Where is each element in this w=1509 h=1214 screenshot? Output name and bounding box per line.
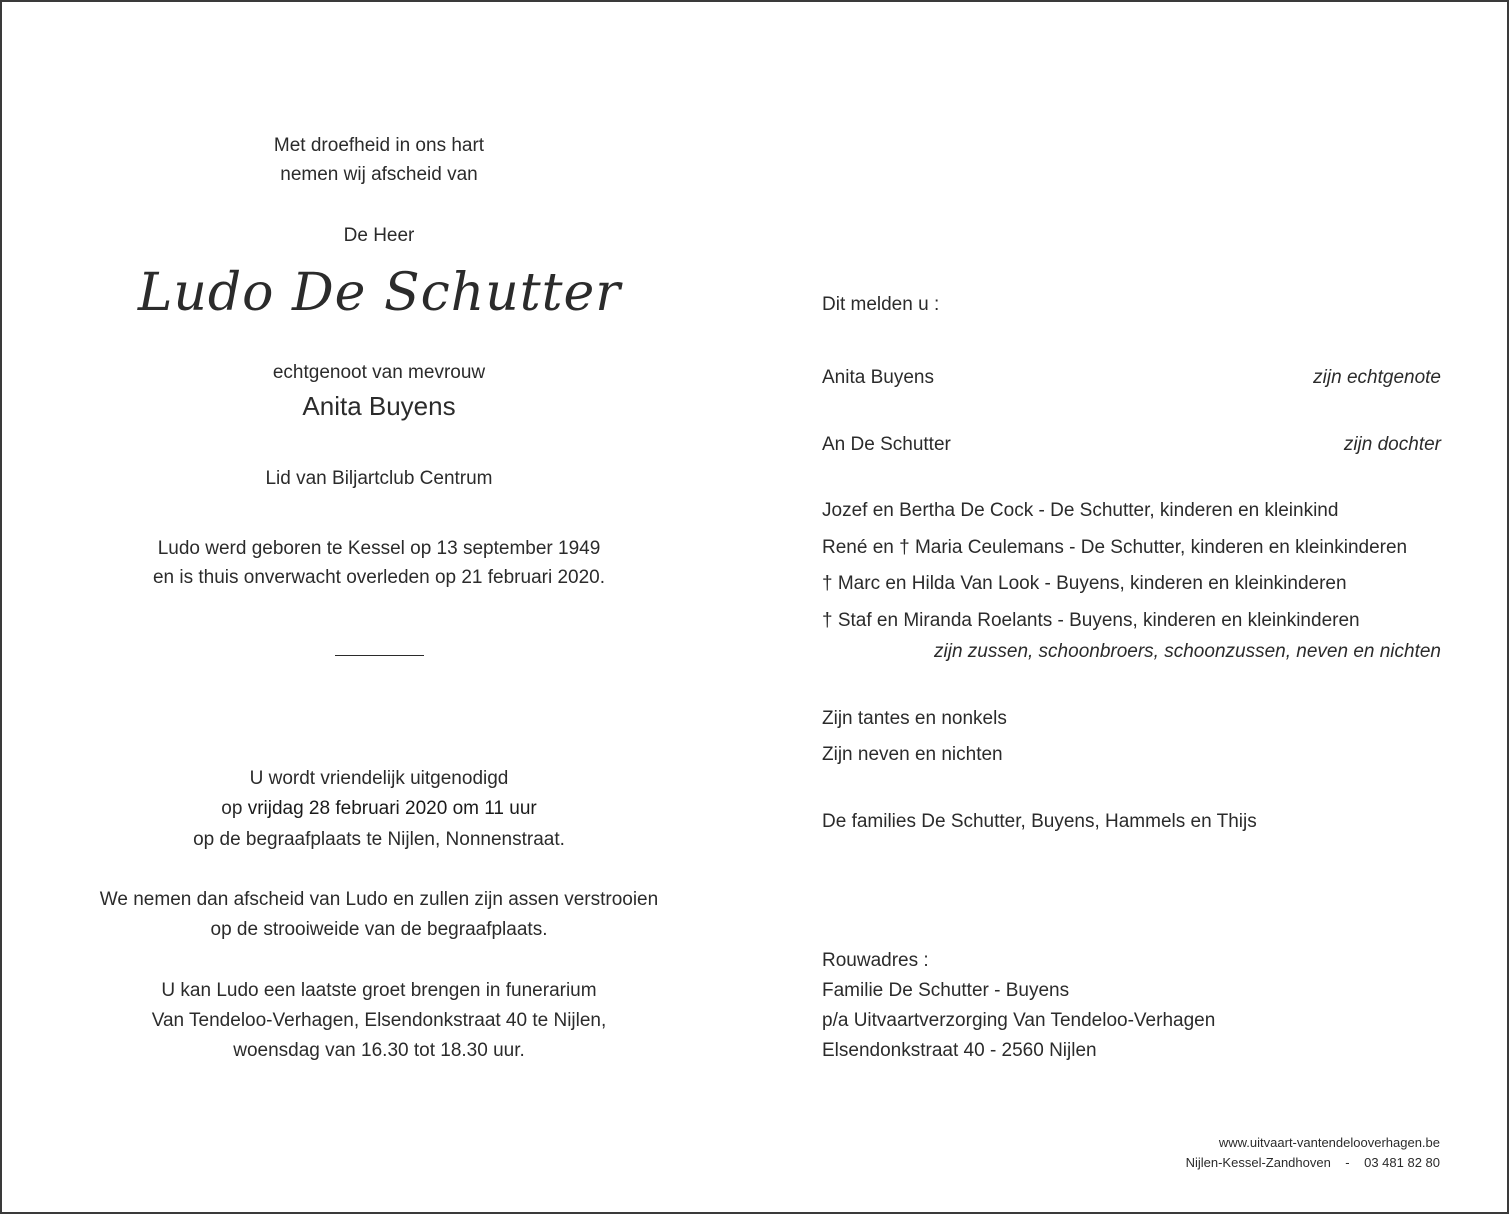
cousins: Zijn neven en nichten (822, 744, 1003, 765)
intro-line-1: Met droefheid in ons hart (273, 135, 485, 156)
relative-name: Anita Buyens (822, 367, 934, 388)
footer-phone: 03 481 82 80 (1364, 1155, 1440, 1170)
membership: Lid van Biljartclub Centrum (265, 468, 493, 489)
sibling-line: Jozef en Bertha De Cock - De Schutter, kinderen en kleinkind (822, 500, 1339, 521)
footer-contact (1186, 1155, 1440, 1171)
visit-line-1: U kan Ludo een laatste groet brengen in funerarium (161, 980, 597, 1001)
sibling-line: † Marc en Hilda Van Look - Buyens, kinderen en kleinkinderen (822, 573, 1347, 594)
invite-date: vrijdag 28 februari 2020 om 11 uur (247, 798, 537, 819)
families: De families De Schutter, Buyens, Hammels en Thijs (822, 811, 1257, 832)
aunts-uncles: Zijn tantes en nonkels (822, 708, 1007, 729)
footer-separator: - (1345, 1155, 1350, 1170)
invite-line-3: op de begraafplaats te Nijlen, Nonnenstraat. (193, 829, 565, 850)
siblings-relation: zijn zussen, schoonbroers, schoonzussen, neven en nichten (934, 641, 1441, 662)
intro-line-2: nemen wij afscheid van (280, 164, 478, 185)
farewell-line-1: We nemen dan afscheid van Ludo en zullen zijn assen verstrooien (99, 889, 659, 910)
relative-name: An De Schutter (822, 434, 951, 455)
visit-line-2: Van Tendeloo-Verhagen, Elsendonkstraat 40 te Nijlen, (151, 1010, 607, 1031)
address-label: Rouwadres : (822, 950, 929, 971)
farewell-line-2: op de strooiweide van de begraafplaats. (210, 919, 548, 940)
spouse-name: Anita Buyens (302, 391, 456, 421)
invite-prefix: op (221, 798, 248, 819)
birth-line: Ludo werd geboren te Kessel op 13 september 1949 (157, 538, 601, 559)
footer-locations: Nijlen-Kessel-Zandhoven (1185, 1155, 1331, 1170)
address-line-1: Familie De Schutter - Buyens (822, 980, 1070, 1001)
deceased-name: Ludo De Schutter (137, 263, 622, 323)
death-line: en is thuis onverwacht overleden op 21 februari 2020. (152, 567, 606, 588)
invite-line-1: U wordt vriendelijk uitgenodigd (249, 768, 509, 789)
spouse-label: echtgenoot van mevrouw (272, 362, 486, 383)
address-line-2: p/a Uitvaartverzorging Van Tendeloo-Verhagen (822, 1010, 1216, 1031)
honorific-title: De Heer (343, 225, 415, 246)
divider-line (335, 655, 424, 656)
footer-website: www.uitvaart-vantendelooverhagen.be (1218, 1135, 1440, 1150)
visit-line-3: woensdag van 16.30 tot 18.30 uur. (233, 1040, 525, 1061)
sibling-line: † Staf en Miranda Roelants - Buyens, kinderen en kleinkinderen (822, 610, 1360, 631)
announce-label: Dit melden u : (822, 294, 940, 315)
invite-line-2 (0, 797, 759, 821)
relative-relation: zijn dochter (1343, 434, 1441, 455)
address-line-3: Elsendonkstraat 40 - 2560 Nijlen (822, 1040, 1097, 1061)
relative-relation: zijn echtgenote (1313, 367, 1441, 388)
sibling-line: René en † Maria Ceulemans - De Schutter, kinderen en kleinkinderen (822, 537, 1408, 558)
